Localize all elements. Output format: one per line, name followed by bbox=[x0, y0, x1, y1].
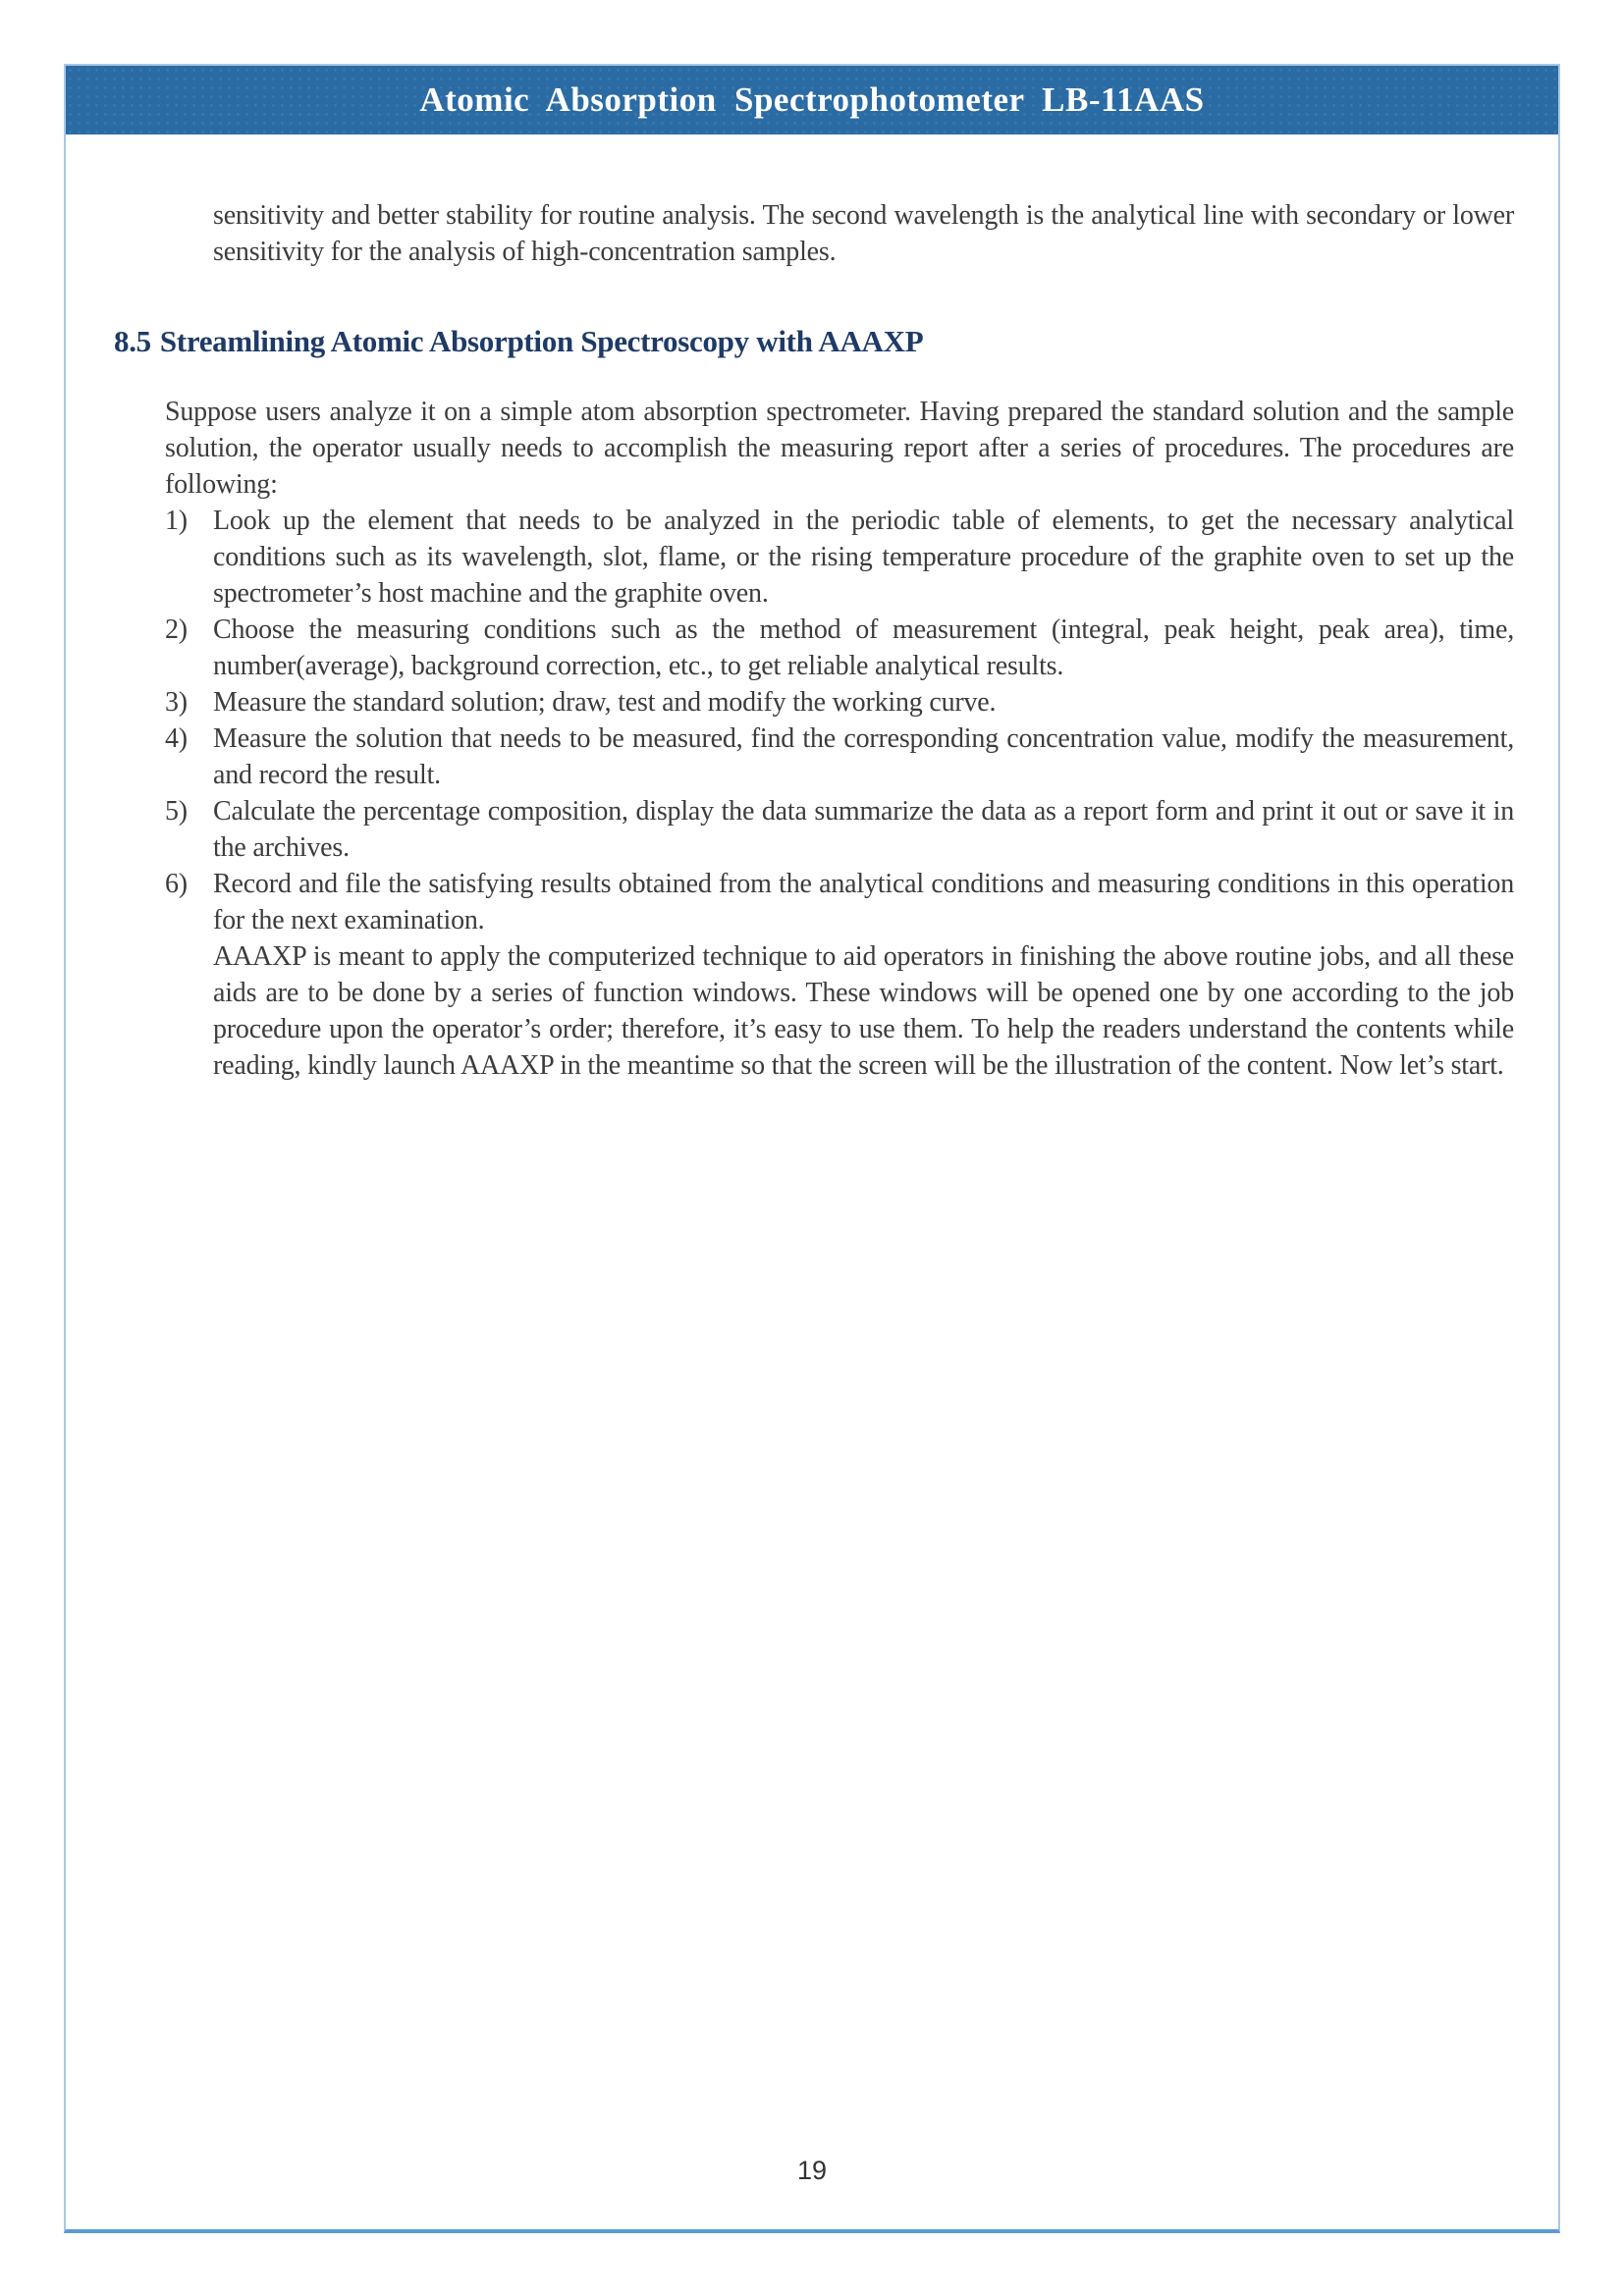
intro-paragraph: sensitivity and better stability for routine analysis. The second wavelength is the analytical line with secondary or lower sensitivity for the analysis of high-concentration samples. bbox=[213, 200, 1514, 267]
content-frame bbox=[64, 64, 1560, 2233]
page-header-title: Atomic Absorption Spectrophotometer LB-11AAS bbox=[419, 80, 1205, 119]
section-title: Streamlining Atomic Absorption Spectroscopy with AAAXP bbox=[159, 324, 924, 358]
list-item bbox=[165, 612, 1514, 684]
page-number: 19 bbox=[796, 2156, 828, 2185]
page-header-bar bbox=[66, 66, 1558, 134]
section-heading bbox=[114, 322, 1514, 361]
procedures-list bbox=[165, 503, 1514, 938]
list-item-text: Look up the element that needs to be analyzed in the periodic table of elements, to get the necessary analytical conditions such as its wavelength, slot, flame, or the rising temperature procedure of the graphite oven to set up the spectrometer’s host machine and the graphite oven. bbox=[213, 506, 1514, 609]
list-item-text: Record and file the satisfying results obtained from the analytical conditions and measuring conditions in this operation for the next examination. bbox=[213, 869, 1514, 935]
closing-paragraph: AAAXP is meant to apply the computerized technique to aid operators in finishing the above routine jobs, and all these aids are to be done by a series of function windows. These windows will be opened one by one according to the job procedure upon the operator’s order; therefore, it’s easy to use them. To help the readers understand the contents while reading, kindly launch AAAXP in the meantime so that the screen will be the illustration of the content. Now let’s start. bbox=[213, 941, 1514, 1081]
list-item-number: 3) bbox=[165, 687, 188, 718]
list-item bbox=[165, 793, 1514, 866]
body-paragraph: Suppose users analyze it on a simple atom absorption spectrometer. Having prepared the standard solution and the sample solution, the operator usually needs to accomplish the measuring report after a series of procedures. The procedures are following: bbox=[165, 397, 1514, 500]
list-item-number: 6) bbox=[165, 869, 188, 899]
section-number: 8.5 bbox=[114, 324, 151, 358]
list-item-text: Measure the solution that needs to be measured, find the corresponding concentration value, modify the measurement, and record the result. bbox=[213, 723, 1514, 790]
list-item bbox=[165, 866, 1514, 938]
list-item-number: 4) bbox=[165, 723, 188, 754]
list-item-number: 2) bbox=[165, 614, 188, 645]
list-item-number: 1) bbox=[165, 506, 188, 536]
list-item bbox=[165, 684, 1514, 721]
list-item-text: Measure the standard solution; draw, test and modify the working curve. bbox=[213, 687, 997, 718]
list-item bbox=[165, 503, 1514, 612]
list-item-number: 5) bbox=[165, 796, 188, 827]
page-content bbox=[66, 134, 1558, 1084]
list-item bbox=[165, 721, 1514, 793]
list-item-text: Calculate the percentage composition, display the data summarize the data as a report form and print it out or save it in the archives. bbox=[213, 796, 1514, 863]
list-item-text: Choose the measuring conditions such as the method of measurement (integral, peak height, peak area), time, number(average), background correction, etc., to get reliable analytical results. bbox=[213, 614, 1514, 681]
